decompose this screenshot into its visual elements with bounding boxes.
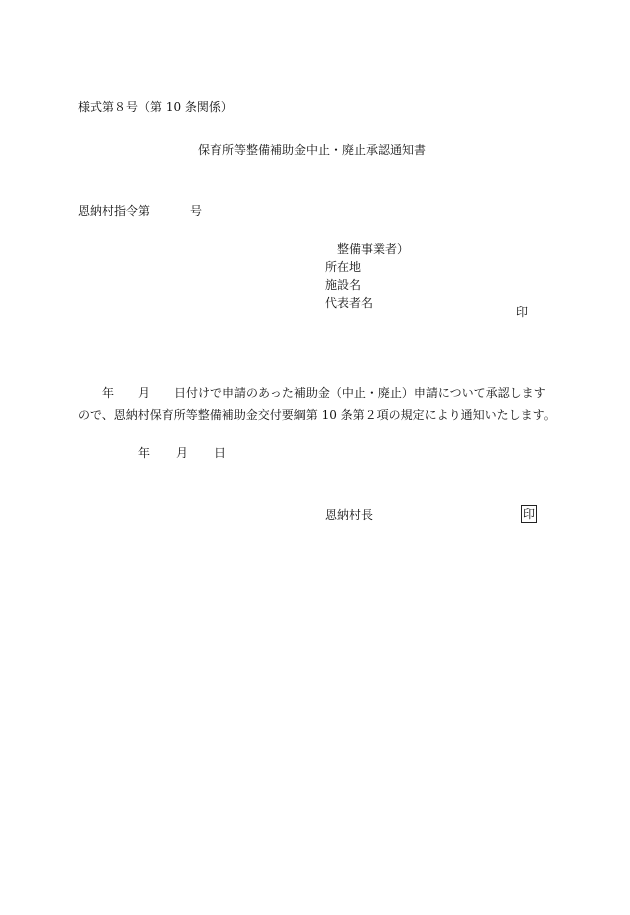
- applicant-seal-mark: 印: [516, 305, 529, 319]
- issue-date-day: 日: [214, 446, 227, 460]
- applicant-address-label: 所在地: [325, 260, 362, 274]
- applicant-facility-label: 施設名: [325, 278, 362, 292]
- body-line2: ので、恩納村保育所等整備補助金交付要綱第 10 条第２項の規定により通知いたします。: [78, 408, 556, 422]
- issue-date: [138, 446, 226, 460]
- directive-number-suffix: 号: [190, 204, 203, 218]
- body-line1: 日付けで申請のあった補助金（中止・廃止）申請について承認しま: [174, 386, 534, 400]
- issue-date-month: 月: [176, 446, 189, 460]
- notice-body: [78, 382, 558, 426]
- issuer-title: 恩納村長: [325, 508, 374, 522]
- official-seal-box: 印: [523, 507, 536, 521]
- issue-date-year: 年: [138, 446, 151, 460]
- body-year: 年: [102, 386, 115, 400]
- applicant-type-label: 整備事業者）: [337, 242, 410, 256]
- directive-number-label: 恩納村指令第: [78, 204, 151, 218]
- body-line1-end: す: [533, 386, 546, 400]
- form-number: 様式第８号（第 10 条関係）: [78, 100, 233, 114]
- document-title: 保育所等整備補助金中止・廃止承認通知書: [198, 143, 427, 157]
- body-month: 月: [138, 386, 151, 400]
- applicant-block: [325, 242, 409, 314]
- applicant-representative-label: 代表者名: [325, 296, 374, 310]
